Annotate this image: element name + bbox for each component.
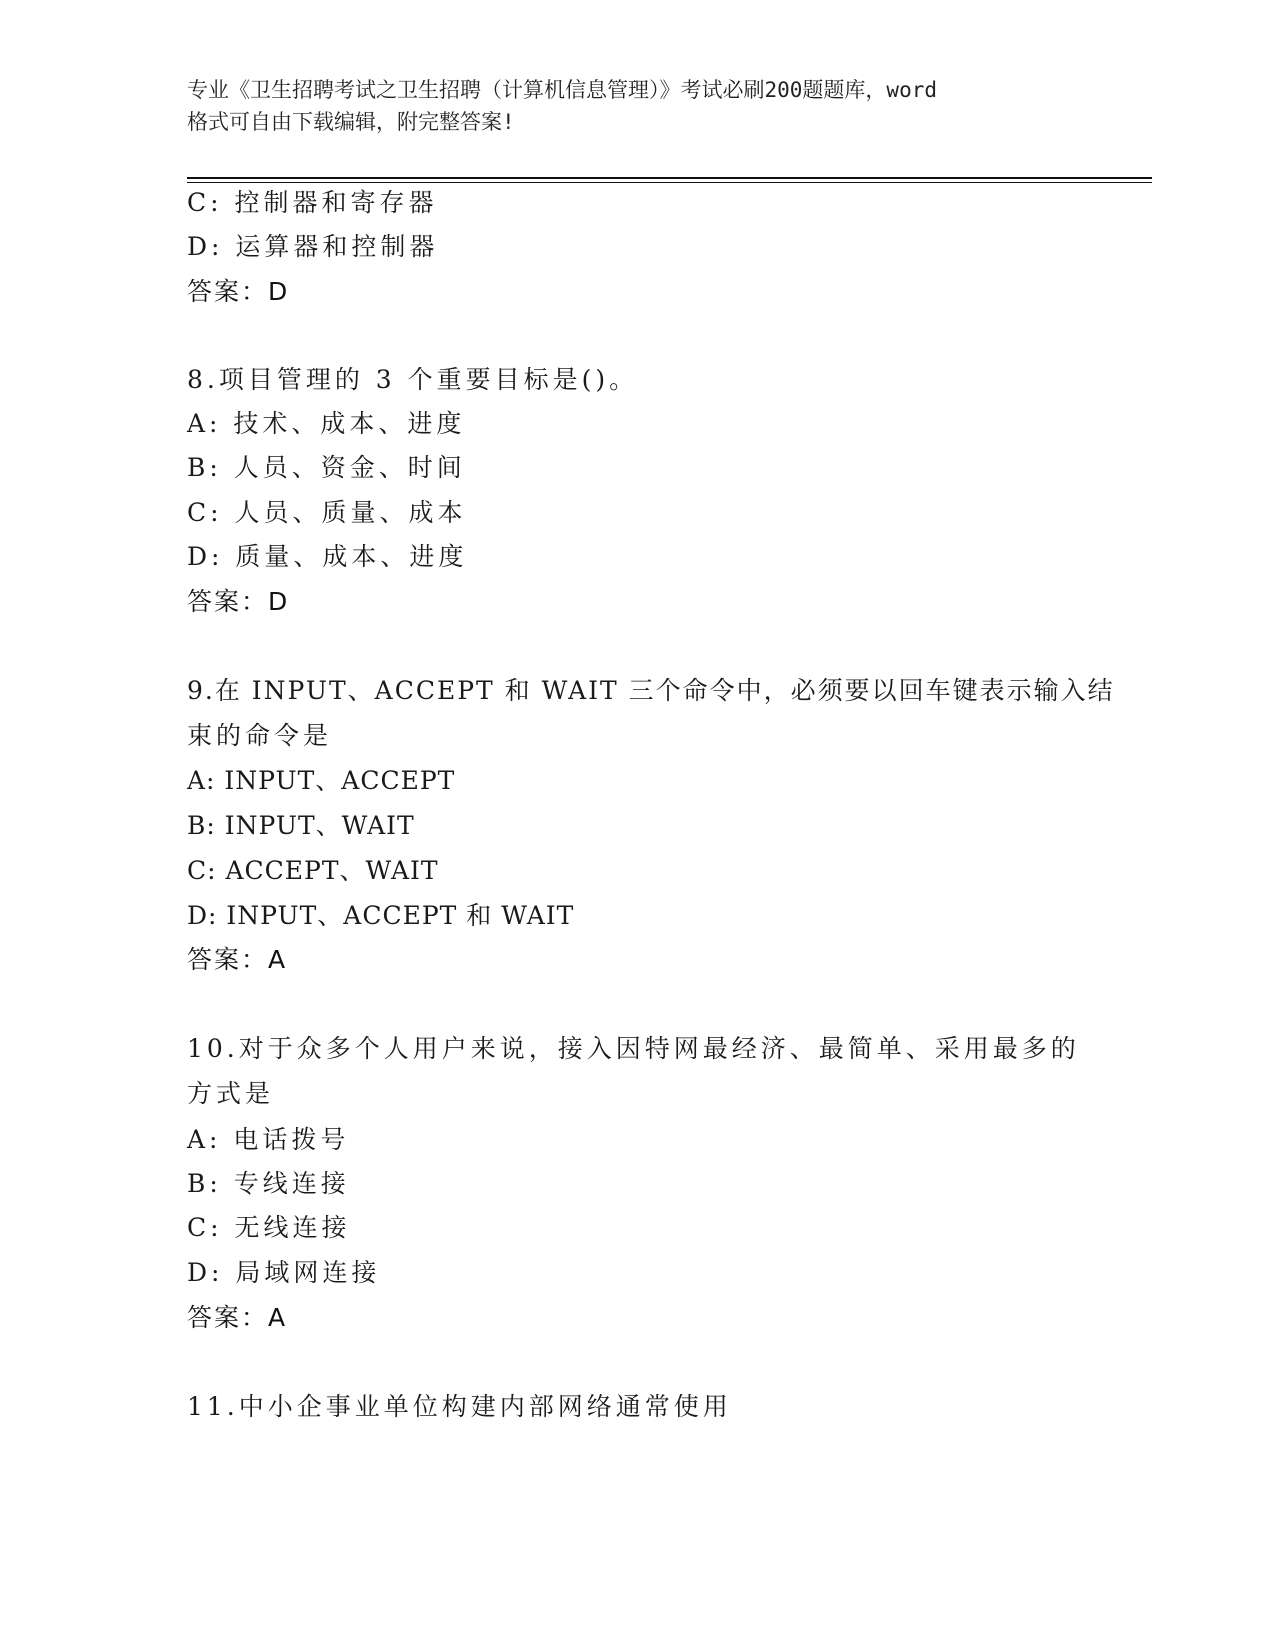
q8-answer: 答案：D — [187, 587, 290, 616]
q11-question: 11.中小企事业单位构建内部网络通常使用 — [187, 1392, 732, 1421]
document-header — [187, 74, 1087, 138]
q9-question-line-2: 束的命令是 — [187, 721, 333, 750]
header-line-2: 格式可自由下载编辑，附完整答案! — [187, 110, 515, 134]
q10-answer: 答案：A — [187, 1303, 288, 1332]
q10-option-a: A: 电话拨号 — [187, 1125, 350, 1154]
q9-option-b: B: INPUT、WAIT — [187, 811, 415, 840]
header-line-1: 专业《卫生招聘考试之卫生招聘（计算机信息管理）》考试必刷200题题库，word — [187, 78, 937, 102]
q8-option-b: B: 人员、资金、时间 — [187, 453, 466, 482]
q10-option-b: B: 专线连接 — [187, 1169, 350, 1198]
q7-answer: 答案：D — [187, 277, 290, 306]
q8-question: 8.项目管理的 3 个重要目标是()。 — [187, 365, 639, 394]
q9-question-line-1: 9.在 INPUT、ACCEPT 和 WAIT 三个命令中，必须要以回车键表示输入结 — [187, 676, 1115, 705]
header-rule-thick — [187, 177, 1152, 179]
q10-question-line-1: 10.对于众多个人用户来说，接入因特网最经济、最简单、采用最多的 — [187, 1034, 1080, 1063]
q10-option-d: D: 局域网连接 — [187, 1258, 381, 1287]
q9-option-c: C: ACCEPT、WAIT — [187, 856, 439, 885]
q8-option-d: D: 质量、成本、进度 — [187, 542, 468, 571]
q10-question-line-2: 方式是 — [187, 1079, 275, 1108]
q9-option-a: A: INPUT、ACCEPT — [187, 766, 456, 795]
q9-option-d: D: INPUT、ACCEPT 和 WAIT — [187, 901, 575, 930]
header-rule-thin — [187, 182, 1152, 183]
q7-option-d: D: 运算器和控制器 — [187, 232, 439, 261]
q8-option-c: C: 人员、质量、成本 — [187, 498, 467, 527]
q10-option-c: C: 无线连接 — [187, 1213, 351, 1242]
q8-option-a: A: 技术、成本、进度 — [187, 409, 466, 438]
q9-answer: 答案：A — [187, 945, 288, 974]
q7-option-c: C: 控制器和寄存器 — [187, 188, 438, 217]
